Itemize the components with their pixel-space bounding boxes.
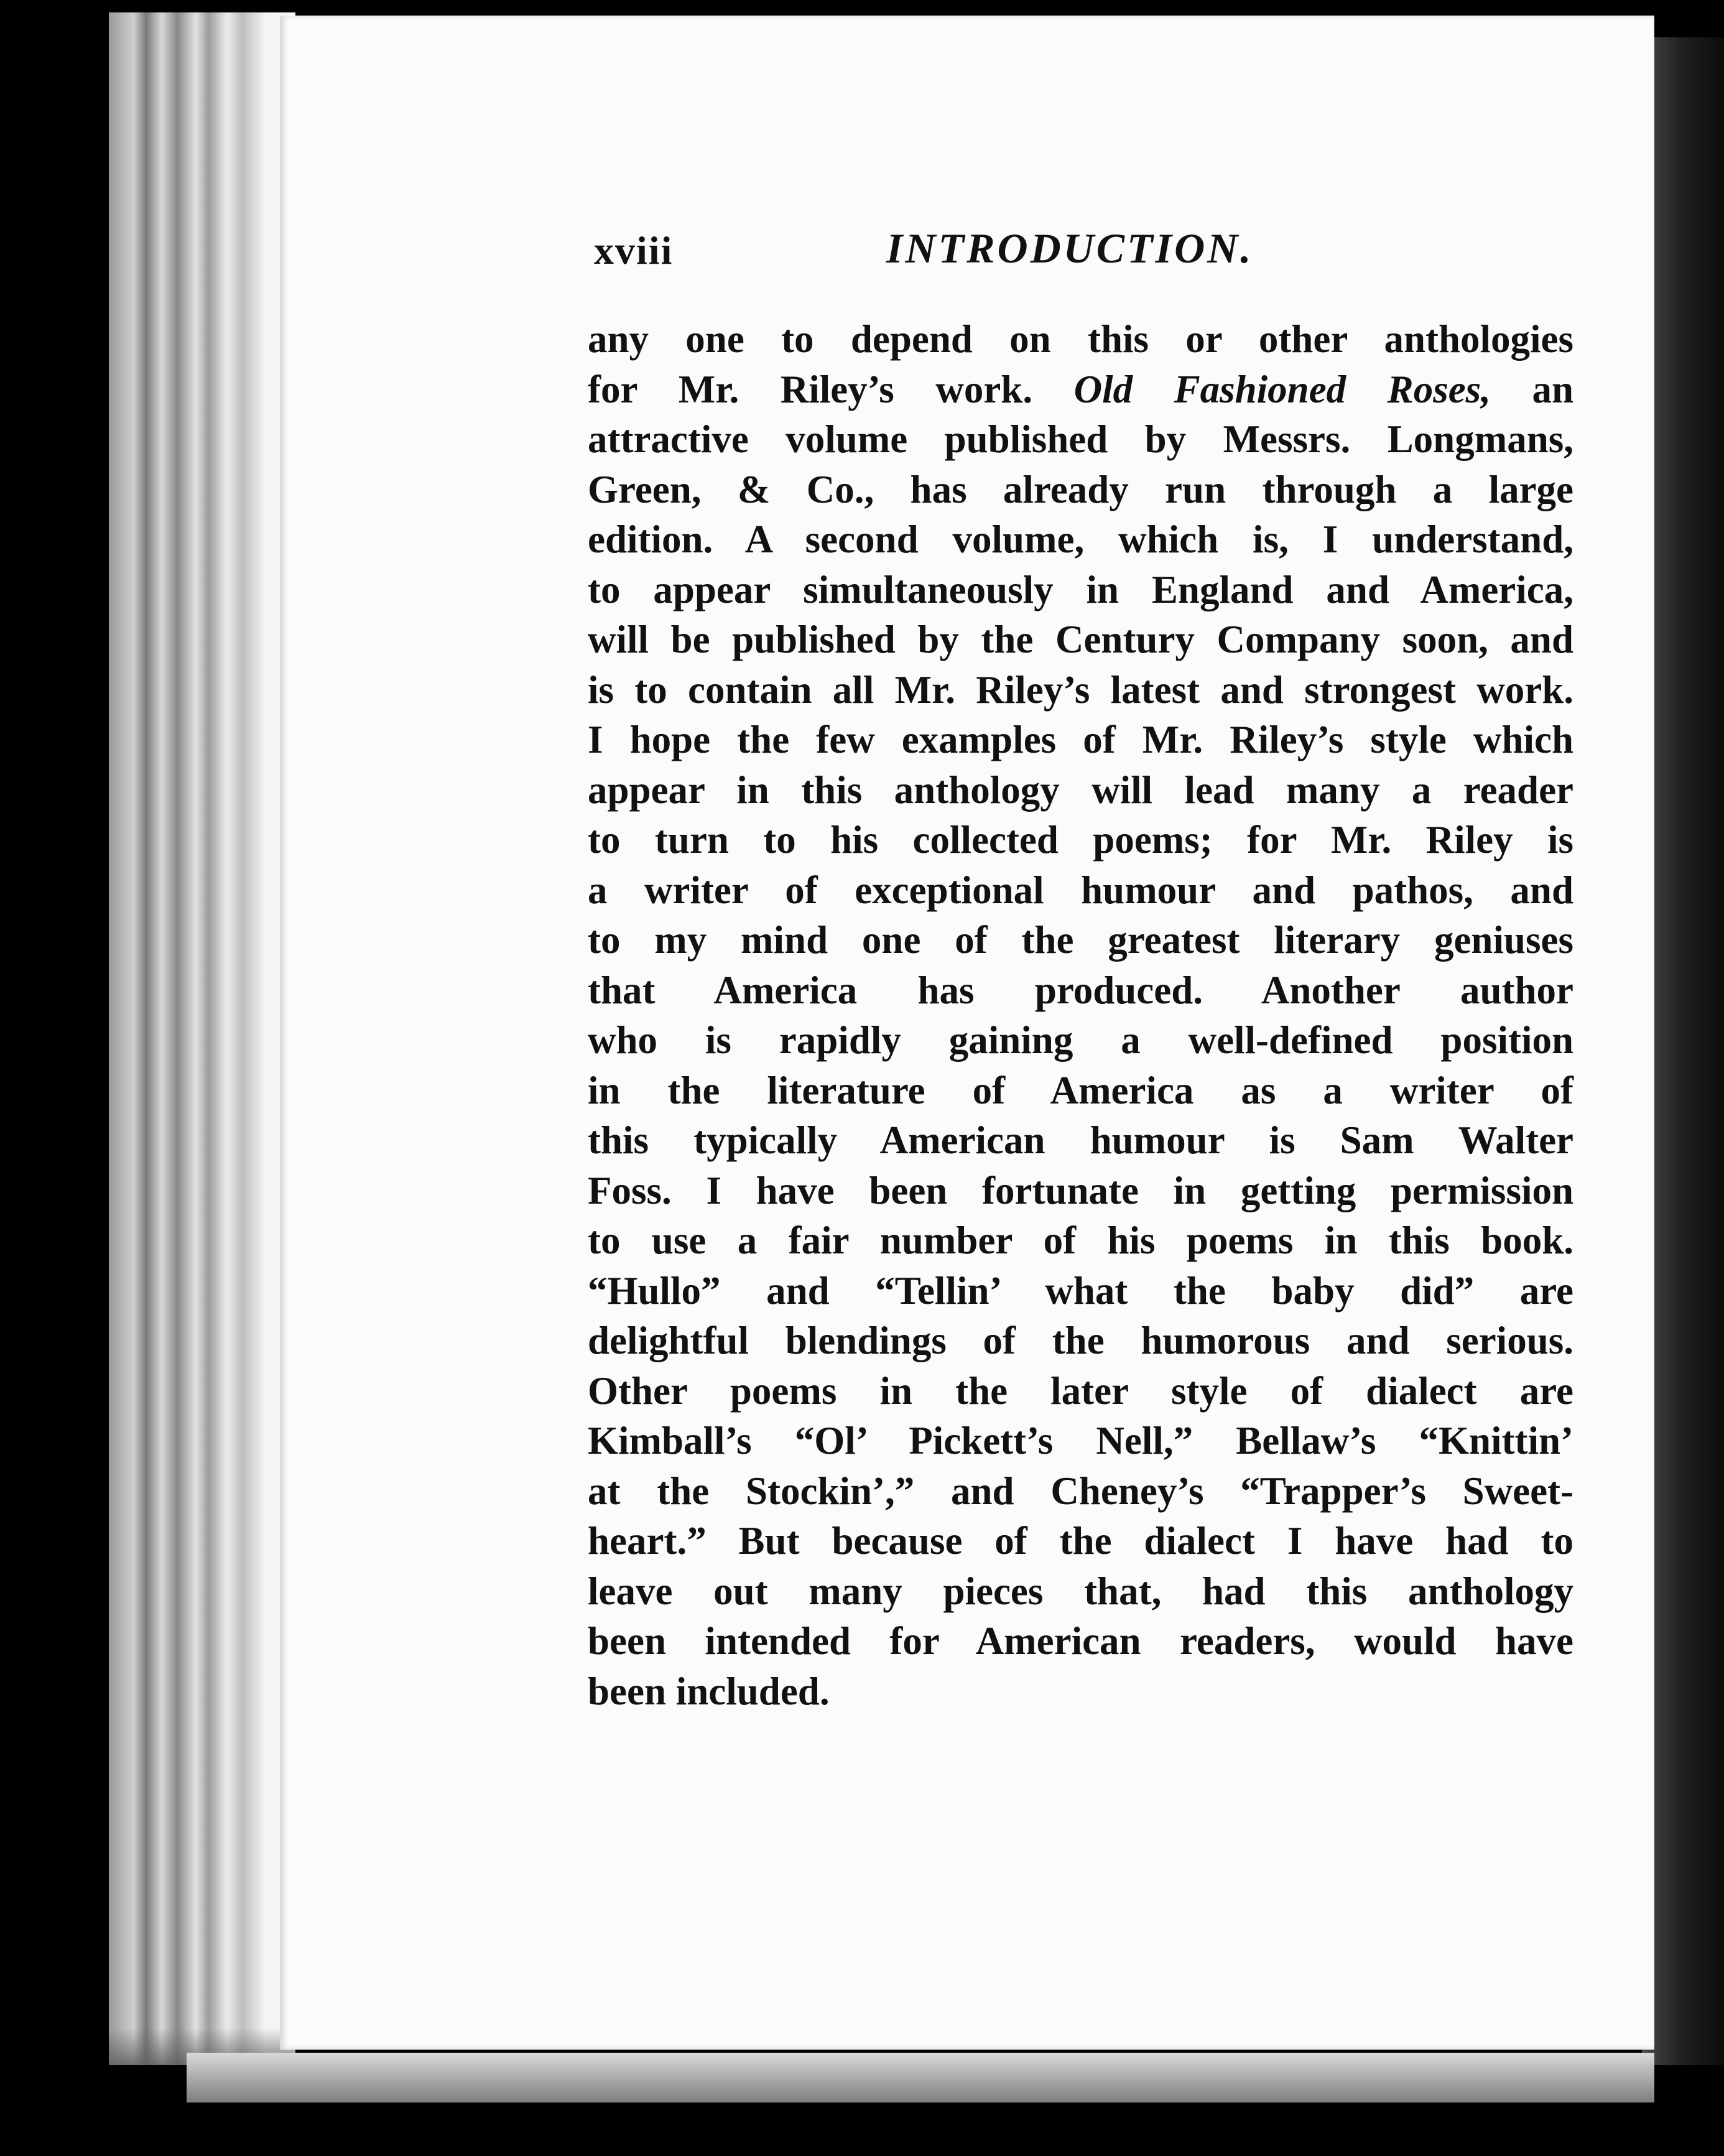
text-line: Green, & Co., has already run through a large	[588, 467, 1573, 511]
text-line: delightful blendings of the humorous and serious.	[588, 1319, 1573, 1362]
text-line: been intended for American readers, would have	[588, 1619, 1573, 1663]
text-line: been included.	[588, 1669, 830, 1713]
text-line: Kimball’s “Ol’ Pickett’s Nell,” Bellaw’s “Knittin’	[588, 1419, 1573, 1462]
text-line: to use a fair number of his poems in this book.	[588, 1219, 1573, 1262]
book-title: Old Fashioned Roses,	[1073, 367, 1491, 411]
text-line: Foss. I have been fortunate in getting permission	[588, 1168, 1573, 1212]
text-line: Other poems in the later style of dialect are	[588, 1368, 1573, 1413]
text-line: “Hullo” and “Tellin’ what the baby did” are	[588, 1268, 1573, 1313]
bottom-page-edge	[187, 2053, 1654, 2103]
text-line: any one to depend on this or other anthologies	[588, 317, 1573, 361]
text-line: to appear simultaneously in England and America,	[588, 567, 1573, 611]
text-line: a writer of exceptional humour and pathos, and	[588, 868, 1573, 912]
text-line: heart.” But because of the dialect I have had to	[588, 1519, 1573, 1563]
text-line: I hope the few examples of Mr. Riley’s style which	[588, 718, 1573, 761]
text-line: is to contain all Mr. Riley’s latest and strongest work.	[588, 667, 1573, 712]
text-line	[588, 365, 1573, 415]
text-line: in the literature of America as a writer of	[588, 1068, 1573, 1112]
text-line: that America has produced. Another author	[588, 968, 1573, 1012]
page-number: xviii	[594, 228, 674, 272]
text-line: this typically American humour is Sam Walter	[588, 1118, 1573, 1162]
text-line: will be published by the Century Company soon, and	[588, 618, 1573, 661]
body-text	[588, 314, 1573, 1716]
running-head: INTRODUCTION.	[886, 225, 1254, 272]
text-segment: for Mr. Riley’s work.	[588, 367, 1033, 411]
text-line: to my mind one of the greatest literary geniuses	[588, 918, 1573, 962]
text-line: to turn to his collected poems; for Mr. Riley is	[588, 818, 1573, 862]
page-header	[594, 224, 1291, 286]
text-line: at the Stockin’,” and Cheney’s “Trapper’s Sweet-	[588, 1469, 1573, 1513]
text-line: attractive volume published by Messrs. Longmans,	[588, 417, 1573, 461]
text-line: edition. A second volume, which is, I understand,	[588, 518, 1573, 561]
text-line: leave out many pieces that, had this anthology	[588, 1569, 1573, 1613]
page-edges	[109, 12, 295, 2065]
text-segment: an	[1532, 367, 1574, 411]
text-line: who is rapidly gaining a well-defined position	[588, 1018, 1573, 1062]
text-line: appear in this anthology will lead many a reader	[588, 768, 1573, 812]
